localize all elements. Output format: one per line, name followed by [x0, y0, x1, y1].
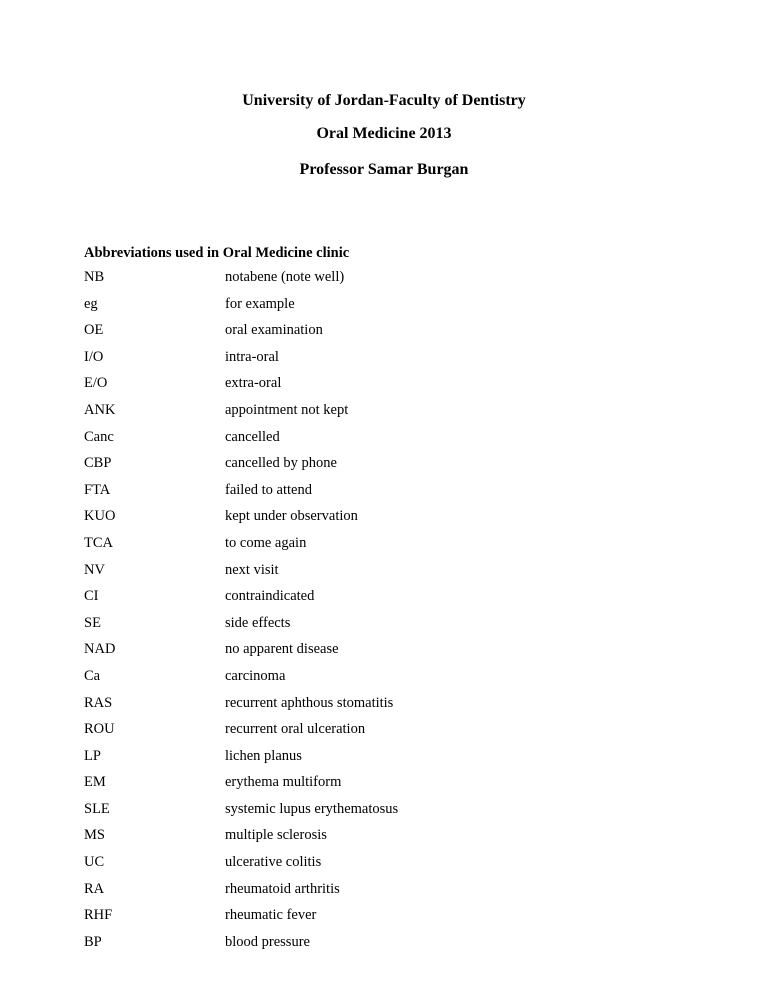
abbreviation-code: SLE	[84, 800, 110, 817]
abbreviation-row	[84, 291, 684, 318]
author-heading: Professor Samar Burgan	[299, 161, 469, 178]
course-heading: Oral Medicine 2013	[316, 125, 452, 142]
abbreviation-meaning: kept under observation	[225, 508, 358, 525]
university-heading: University of Jordan-Faculty of Dentistry	[242, 92, 526, 109]
abbreviation-code: Ca	[84, 667, 101, 684]
abbreviation-code: EM	[84, 774, 106, 791]
abbreviation-code: ANK	[84, 401, 116, 418]
abbreviation-meaning: to come again	[225, 534, 307, 551]
abbreviation-code: NV	[84, 561, 105, 578]
abbreviation-meaning: erythema multiform	[225, 774, 342, 791]
abbreviation-meaning: contraindicated	[225, 588, 315, 605]
abbreviation-meaning: lichen planus	[225, 747, 302, 764]
abbreviation-code: CBP	[84, 455, 112, 472]
abbreviation-row	[84, 424, 684, 451]
abbreviation-code: TCA	[84, 534, 113, 551]
abbreviation-meaning: systemic lupus erythematosus	[225, 800, 399, 817]
abbreviation-code: OE	[84, 322, 104, 339]
abbreviation-meaning: ulcerative colitis	[225, 854, 322, 871]
abbreviation-meaning: rheumatoid arthritis	[225, 880, 340, 897]
abbreviation-code: BP	[84, 933, 102, 950]
abbreviation-code: FTA	[84, 481, 111, 498]
abbreviation-meaning: intra-oral	[225, 348, 279, 365]
abbreviation-meaning: oral examination	[225, 322, 323, 339]
abbreviation-code: UC	[84, 854, 105, 871]
abbreviation-code: SE	[84, 614, 101, 631]
abbreviation-row	[84, 822, 684, 849]
abbreviation-row	[84, 557, 684, 584]
abbreviation-row	[84, 849, 684, 876]
abbreviation-code: NAD	[84, 641, 116, 658]
abbreviation-list	[84, 264, 684, 955]
abbreviation-row	[84, 769, 684, 796]
abbreviation-row	[84, 876, 684, 903]
abbreviation-meaning: cancelled by phone	[225, 455, 337, 472]
abbreviation-row	[84, 716, 684, 743]
abbreviation-row	[84, 743, 684, 770]
abbreviation-meaning: extra-oral	[225, 375, 282, 392]
abbreviation-code: Canc	[84, 428, 114, 445]
abbreviation-meaning: failed to attend	[225, 481, 312, 498]
abbreviation-code: ROU	[84, 721, 115, 738]
abbreviation-row	[84, 690, 684, 717]
abbreviation-row	[84, 397, 684, 424]
abbreviation-code: RA	[84, 880, 105, 897]
abbreviation-meaning: rheumatic fever	[225, 907, 317, 924]
abbreviation-row	[84, 264, 684, 291]
abbreviation-row	[84, 503, 684, 530]
abbreviation-code: eg	[84, 295, 98, 312]
abbreviation-code: I/O	[84, 348, 104, 365]
abbreviation-row	[84, 370, 684, 397]
abbreviation-meaning: multiple sclerosis	[225, 827, 327, 844]
abbreviation-code: MS	[84, 827, 105, 844]
abbreviation-code: RAS	[84, 694, 113, 711]
abbreviation-row	[84, 796, 684, 823]
abbreviation-code: CI	[84, 588, 99, 605]
abbreviation-meaning: cancelled	[225, 428, 280, 445]
abbreviation-meaning: side effects	[225, 614, 291, 631]
abbreviation-row	[84, 902, 684, 929]
abbreviation-meaning: recurrent oral ulceration	[225, 721, 366, 738]
abbreviation-meaning: blood pressure	[225, 933, 310, 950]
abbreviation-row	[84, 477, 684, 504]
abbreviation-row	[84, 583, 684, 610]
abbreviation-meaning: notabene (note well)	[225, 269, 345, 285]
abbreviation-code: NB	[84, 269, 105, 285]
abbreviation-row	[84, 610, 684, 637]
abbreviation-code: RHF	[84, 907, 113, 924]
abbreviation-row	[84, 929, 684, 956]
abbreviation-code: KUO	[84, 508, 116, 525]
abbreviation-code: LP	[84, 747, 101, 764]
abbreviation-row	[84, 450, 684, 477]
abbreviation-meaning: appointment not kept	[225, 401, 349, 418]
abbreviation-row	[84, 636, 684, 663]
abbreviation-meaning: recurrent aphthous stomatitis	[225, 694, 394, 711]
abbreviation-row	[84, 344, 684, 371]
abbreviation-meaning: for example	[225, 295, 295, 312]
abbreviation-meaning: next visit	[225, 561, 279, 578]
abbreviation-row	[84, 317, 684, 344]
abbreviation-code: E/O	[84, 375, 108, 392]
abbreviation-meaning: carcinoma	[225, 667, 286, 684]
section-title: Abbreviations used in Oral Medicine clinic	[84, 245, 350, 261]
abbreviation-meaning: no apparent disease	[225, 641, 339, 658]
abbreviation-row	[84, 530, 684, 557]
abbreviation-row	[84, 663, 684, 690]
